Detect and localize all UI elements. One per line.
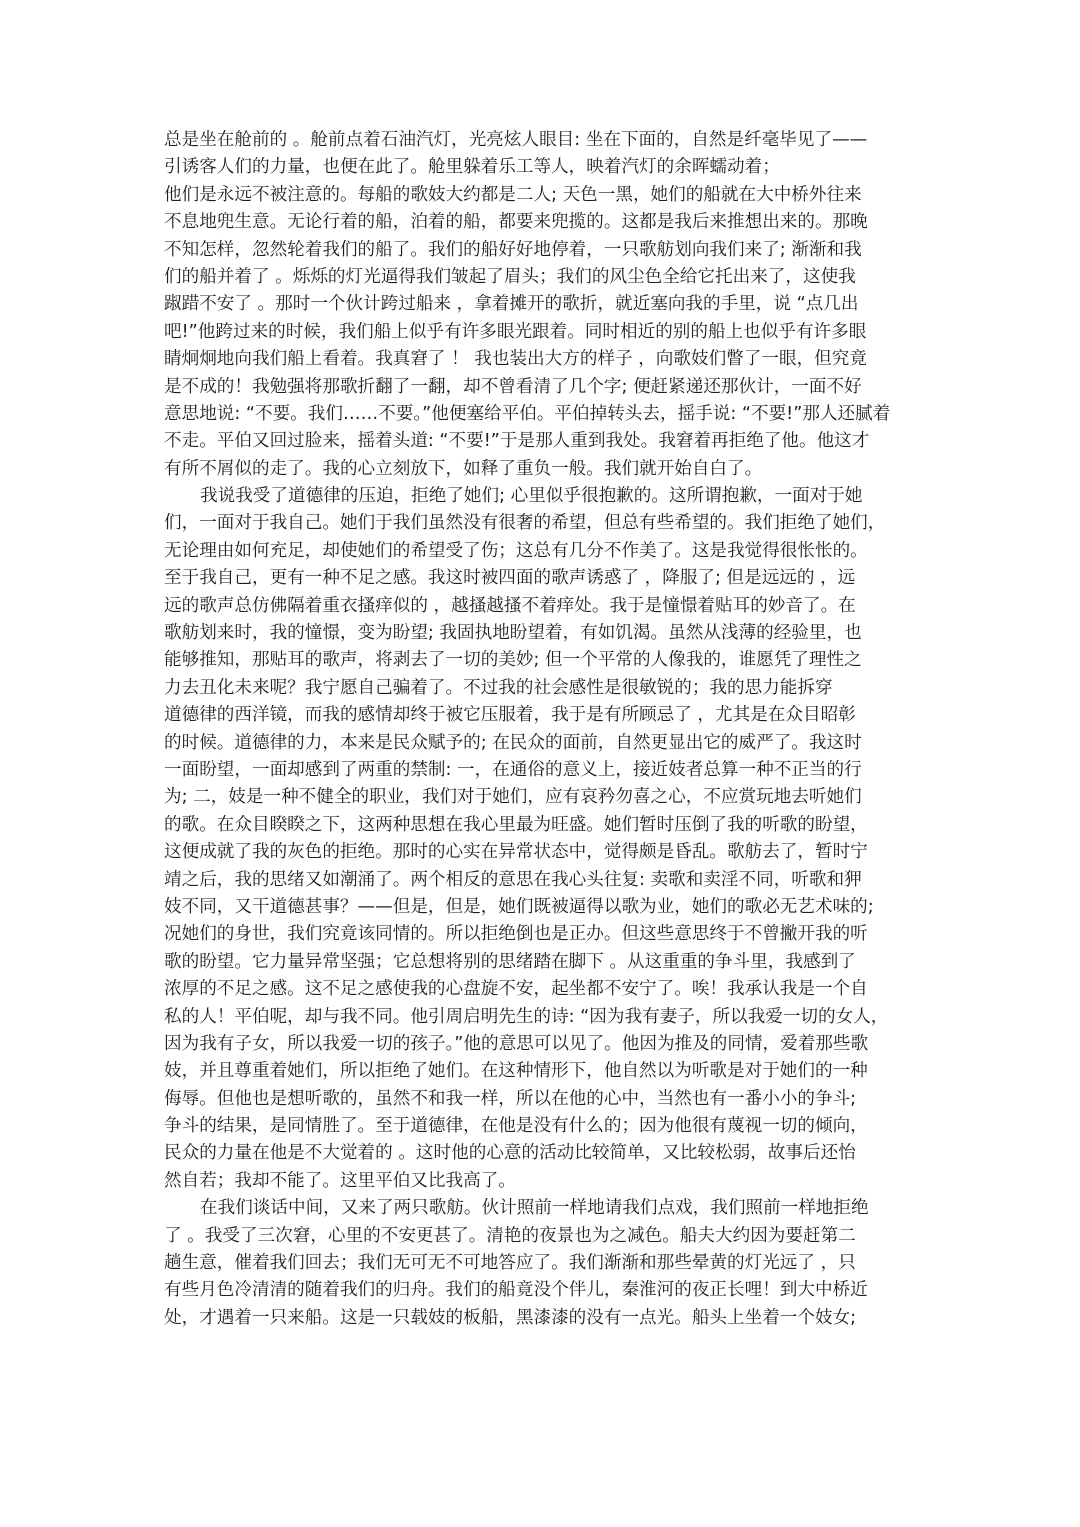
- paragraph-first-line: 我说我受了道德律的压迫，拒绝了她们; 心里似乎很抱歉的。这所谓抱歉，一面对于她: [200, 486, 863, 507]
- text-line: 意思地说: “不要。我们……不要。”他便塞给平伯。平伯掉转头去，摇手说: “不要!”那人还腻着: [164, 403, 891, 424]
- text-line: 的歌。在众目睽睽之下，这两种思想在我心里最为旺盛。她们暂时压倒了我的听歌的盼望，: [164, 814, 868, 835]
- text-line: 然自若；我却不能了。这里平伯又比我高了。: [164, 1170, 516, 1191]
- text-line: 民众的力量在他是不大觉着的 。这时他的心意的活动比较简单，又比较松弱，故事后还怡: [164, 1143, 856, 1164]
- text-line: 浓厚的不足之感。这不足之感使我的心盘旋不安，起坐都不安宁了。唉！我承认我是一个自: [164, 979, 868, 1000]
- text-line: 们的船并着了 。烁烁的灯光逼得我们皱起了眉头；我们的风尘色全给它托出来了，这使我: [164, 266, 856, 287]
- text-line: 不知怎样，忽然轮着我们的船了。我们的船好好地停着，一只歌舫划向我们来了; 渐渐和我: [164, 239, 862, 260]
- text-line: 吧!”他跨过来的时候，我们船上似乎有许多眼光跟着。同时相近的别的船上也似乎有许多眼: [164, 321, 867, 342]
- text-line: 妓，并且尊重着她们，所以拒绝了她们。在这种情形下，他自然以为听歌是对于她们的一种: [164, 1061, 868, 1082]
- text-line: 的时候。道德律的力，本来是民众赋予的; 在民众的面前，自然更显出它的威严了。我这时: [164, 732, 862, 753]
- text-line: 侮辱。但他也是想听歌的，虽然不和我一样，所以在他的心中，当然也有一番小小的争斗;: [164, 1088, 857, 1109]
- text-line: 这便成就了我的灰色的拒绝。那时的心实在异常状态中，觉得颇是昏乱。歌舫去了，暂时宁: [164, 842, 868, 863]
- text-line: 一面盼望，一面却感到了两重的禁制: 一，在通俗的意义上，接近妓者总算一种不正当的行: [164, 759, 862, 780]
- text-line: 总是坐在舱前的 。舱前点着石油汽灯，光亮炫人眼目: 坐在下面的，自然是纤毫毕见了——: [164, 130, 868, 150]
- text-line: 歌舫划来时，我的憧憬，变为盼望; 我固执地盼望着，有如饥渴。虽然从浅薄的经验里，也: [164, 623, 862, 644]
- text-line: 有所不屑似的走了。我的心立刻放下，如释了重负一般。我们就开始自白了。: [164, 458, 763, 479]
- text-line: 道德律的西洋镜，而我的感情却终于被它压服着，我于是有所顾忌了 ，尤其是在众目昭彰: [164, 705, 856, 726]
- text-line: 况她们的身世，我们究竟该同情的。所以拒绝倒也是正办。但这些意思终于不曾撇开我的听: [164, 924, 868, 945]
- text-line: 歌的盼望。它力量异常坚强；它总想将别的思绪踏在脚下 。从这重重的争斗里，我感到了: [164, 951, 856, 972]
- text-line: 处，才遇着一只来船。这是一只载妓的板船，黑漆漆的没有一点光。船头上坐着一个妓女;: [164, 1307, 857, 1328]
- text-line: 趟生意，催着我们回去；我们无可无不可地答应了。我们渐渐和那些晕黄的灯光远了 ，只: [164, 1253, 856, 1274]
- text-line: 远的歌声总仿佛隔着重衣搔痒似的 ，越搔越搔不着痒处。我于是憧憬着贴耳的妙音了。在: [164, 595, 856, 616]
- text-line: 不走。平伯又回过脸来，摇着头道: “不要!”于是那人重到我处。我窘着再拒绝了他。他这才: [164, 431, 870, 452]
- text-line: 引诱客人们的力量，也便在此了。舱里躲着乐工等人，映着汽灯的余晖蠕动着；: [164, 157, 780, 178]
- text-line: 不息地兜生意。无论行着的船，泊着的船，都要来兜揽的。这都是我后来推想出来的。那晚: [164, 212, 868, 233]
- text-line: 私的人！平伯呢，却与我不同。他引周启明先生的诗: “因为我有妻子，所以我爱一切的女人，: [164, 1006, 889, 1027]
- text-line: 他们是永远不被注意的。每船的歌妓大约都是二人; 天色一黑，她们的船就在大中桥外往来: [164, 184, 862, 205]
- text-line: 了 。我受了三次窘，心里的不安更甚了。清艳的夜景也为之减色。船夫大约因为要赶第二: [164, 1225, 856, 1246]
- text-line: 为; 二，妓是一种不健全的职业，我们对于她们，应有哀矜勿喜之心，不应赏玩地去听她们: [164, 787, 862, 808]
- text-line: 睛炯炯地向我们船上看着。我真窘了 ！ 我也装出大方的样子 ，向歌妓们瞥了一眼，但究竟: [164, 349, 867, 370]
- paragraph-first-line: 在我们谈话中间，又来了两只歌舫。伙计照前一样地请我们点戏，我们照前一样地拒绝: [200, 1198, 869, 1219]
- text-line: 力去丑化未来呢？我宁愿自己骗着了。不过我的社会感性是很敏锐的；我的思力能拆穿: [164, 677, 833, 698]
- text-line: 争斗的结果，是同情胜了。至于道德律，在他是没有什么的；因为他很有蔑视一切的倾向，: [164, 1116, 868, 1137]
- body-text: [164, 127, 934, 1332]
- text-line: 因为我有子女，所以我爱一切的孩子。”他的意思可以见了。他因为推及的同情，爱着那些歌: [164, 1033, 869, 1054]
- text-line: 至于我自己，更有一种不足之感。我这时被四面的歌声诱惑了 ，降服了; 但是远远的 ，远: [164, 568, 856, 589]
- text-line: 有些月色冷清清的随着我们的归舟。我们的船竟没个伴儿，秦淮河的夜正长哩！到大中桥近: [164, 1280, 868, 1301]
- text-line: 靖之后，我的思绪又如潮涌了。两个相反的意思在我心头往复: 卖歌和卖淫不同，听歌和狎: [164, 869, 862, 890]
- text-line: 无论理由如何充足，却使她们的希望受了伤；这总有几分不作美了。这是我觉得很怅怅的。: [164, 540, 868, 561]
- text-line: 是不成的！我勉强将那歌折翻了一翻，却不曾看清了几个字; 便赶紧递还那伙计，一面不好: [164, 376, 862, 397]
- text-line: 踧踖不安了 。那时一个伙计跨过船来 ，拿着摊开的歌折，就近塞向我的手里，说 “点几出: [164, 294, 859, 315]
- text-line: 妓不同，又干道德甚事？——但是，但是，她们既被逼得以歌为业，她们的歌必无艺术味的;: [164, 896, 874, 917]
- text-line: 能够推知，那贴耳的歌声，将剥去了一切的美妙; 但一个平常的人像我的，谁愿凭了理性之: [164, 650, 862, 671]
- text-line: 们，一面对于我自己。她们于我们虽然没有很奢的希望，但总有些希望的。我们拒绝了她们，: [164, 513, 886, 534]
